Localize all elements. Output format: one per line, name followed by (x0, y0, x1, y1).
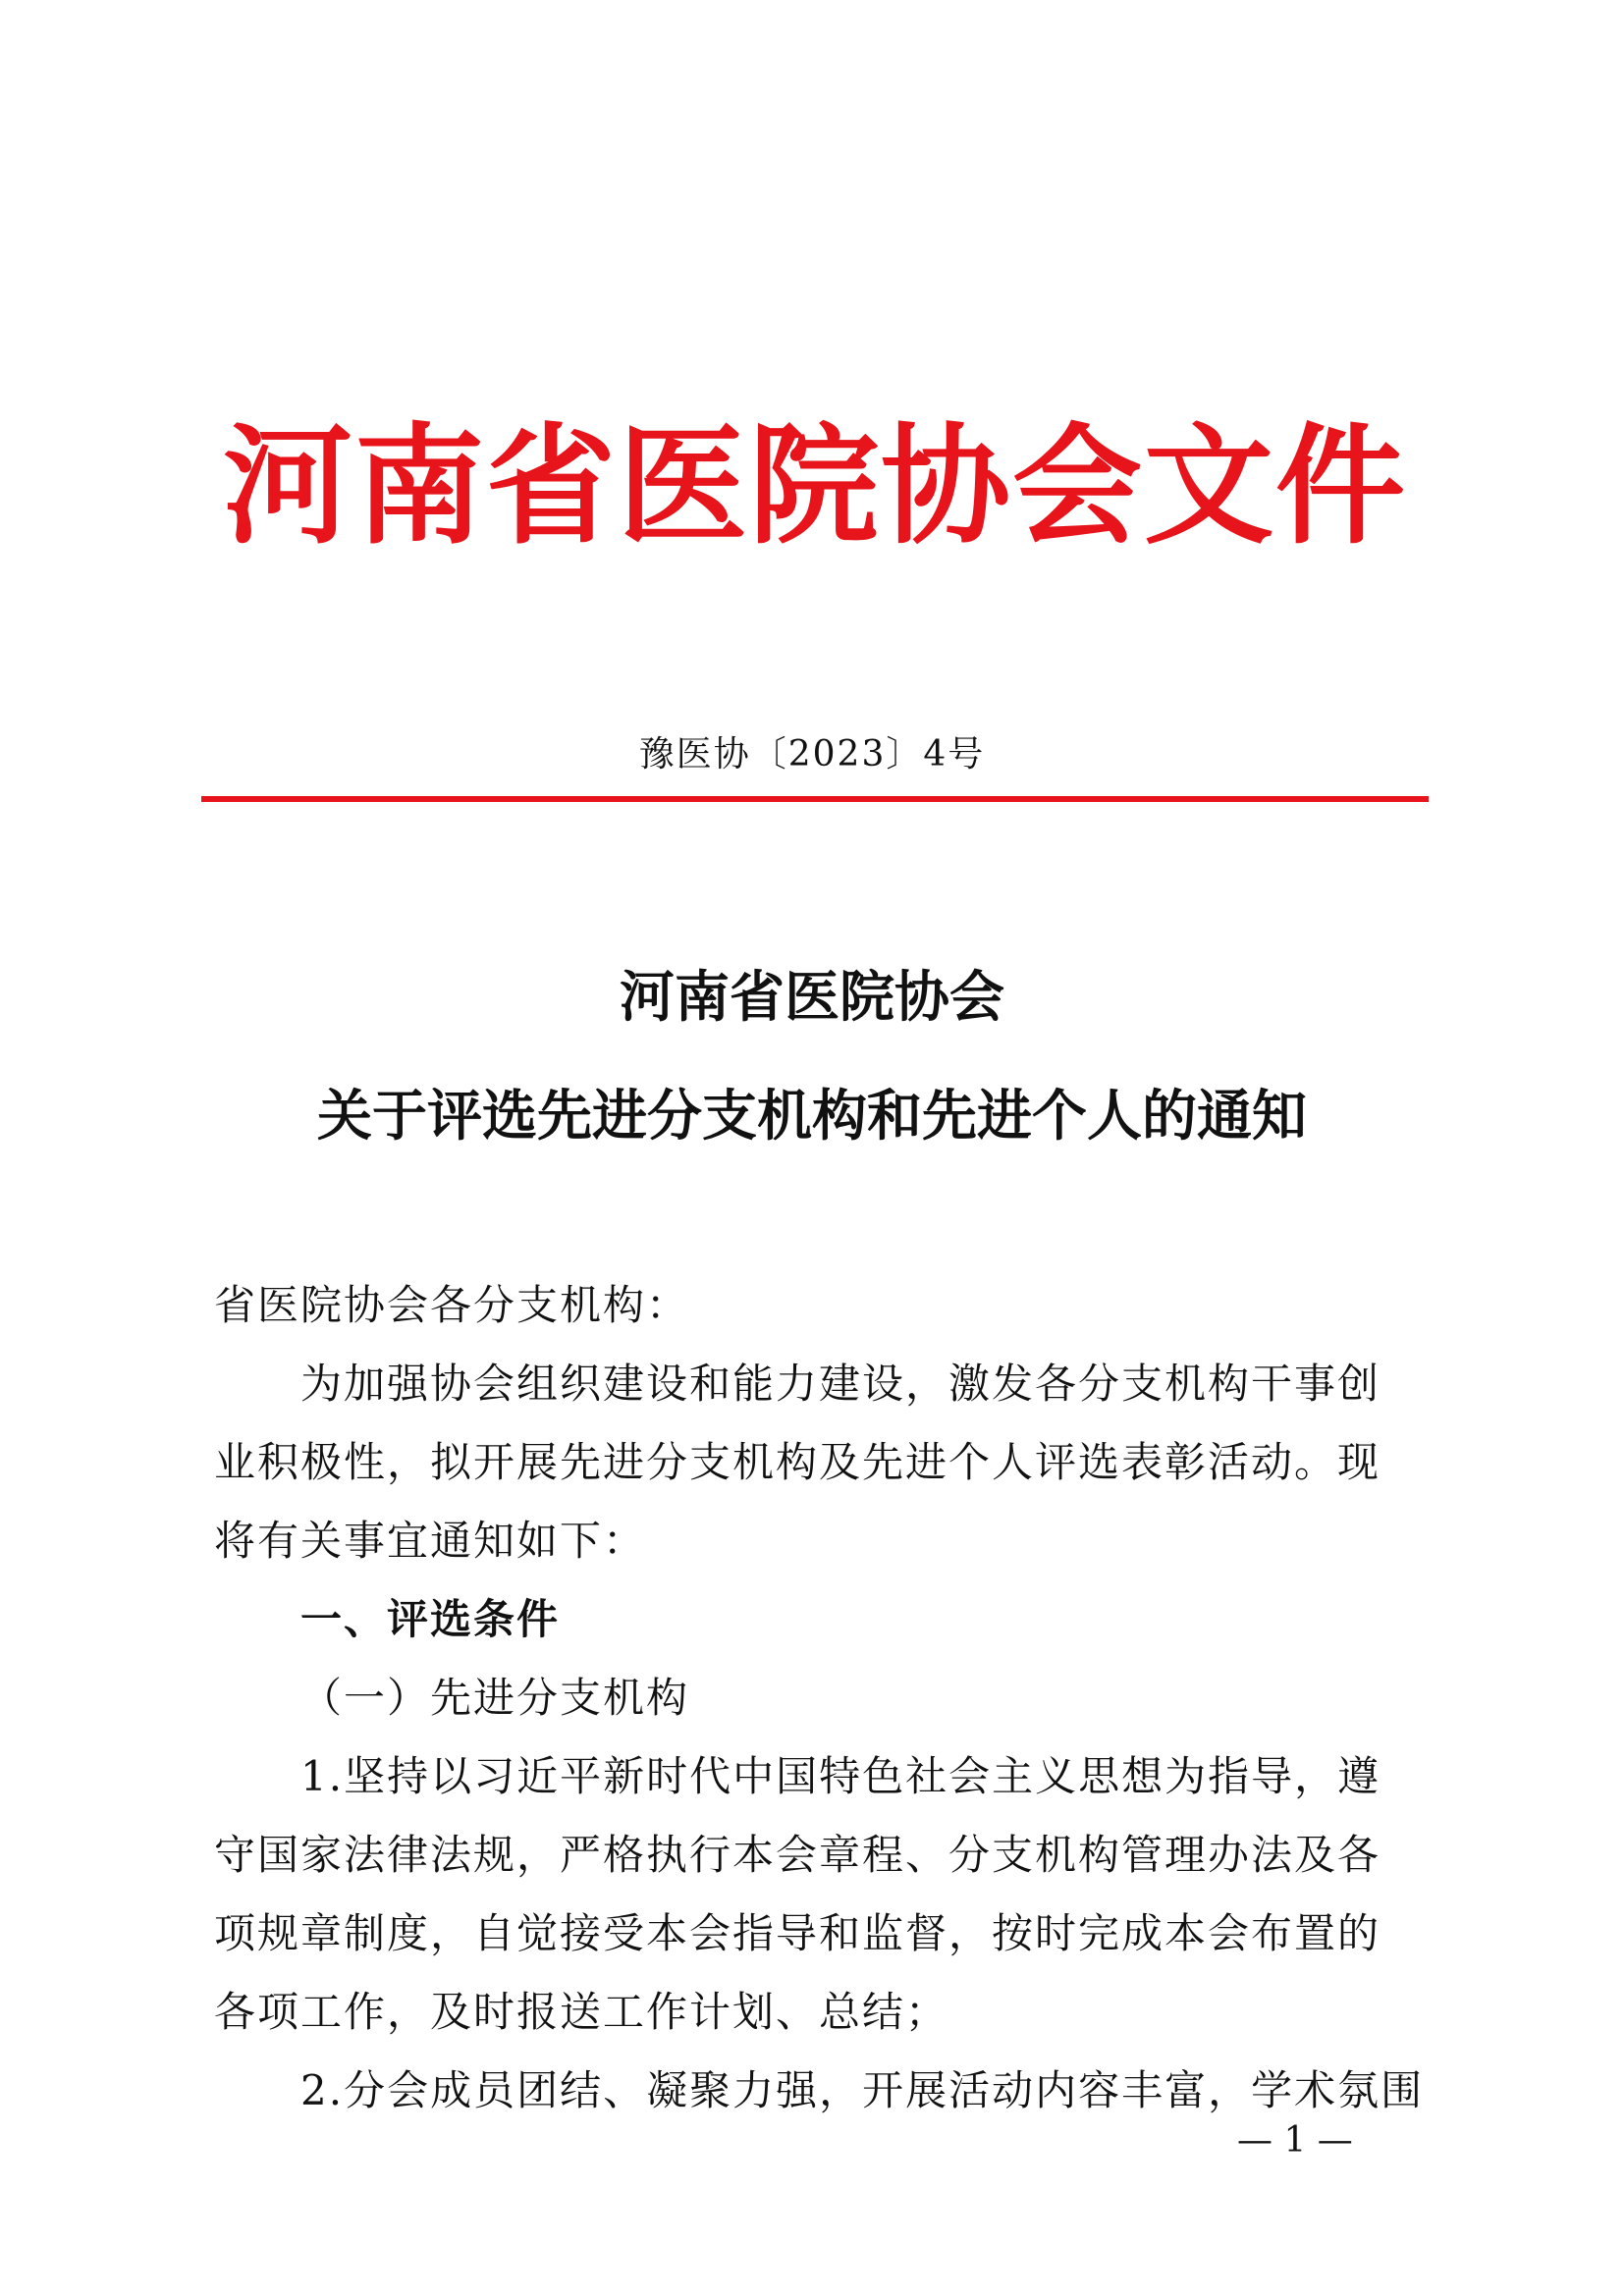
section-heading-selection-criteria: 一、评选条件 (300, 1595, 561, 1643)
salutation: 省医院协会各分支机构： (214, 1281, 690, 1329)
intro-paragraph: 为加强协会组织建设和能力建设，激发各分支机构干事创业积极性，拟开展先进分支机构及先进个人评选表彰活动。现将有关事宜通知如下： (214, 1360, 1381, 1565)
document-header-title: 河南省医院协会文件 (223, 410, 1407, 562)
notice-title-line-1: 河南省医院协会 (620, 965, 1004, 1030)
red-divider-line (201, 796, 1429, 802)
criteria-item-2: 2.分会成员团结、凝聚力强，开展活动内容丰富，学术氛围 (300, 2066, 1425, 2114)
page-number: — 1 — (1237, 2120, 1353, 2161)
document-number: 豫医协〔2023〕4号 (638, 734, 986, 774)
criteria-item-1: 1.坚持以习近平新时代中国特色社会主义思想为指导，遵守国家法律法规，严格执行本会章程、分支机构管理办法及各项规章制度，自觉接受本会指导和监督，按时完成本会布置的各项工作，及时报送工作计划、总结； (214, 1752, 1381, 2036)
notice-title-line-2: 关于评选先进分支机构和先进个人的通知 (317, 1084, 1307, 1148)
subsection-heading-advanced-branches: （一）先进分支机构 (300, 1674, 690, 1722)
